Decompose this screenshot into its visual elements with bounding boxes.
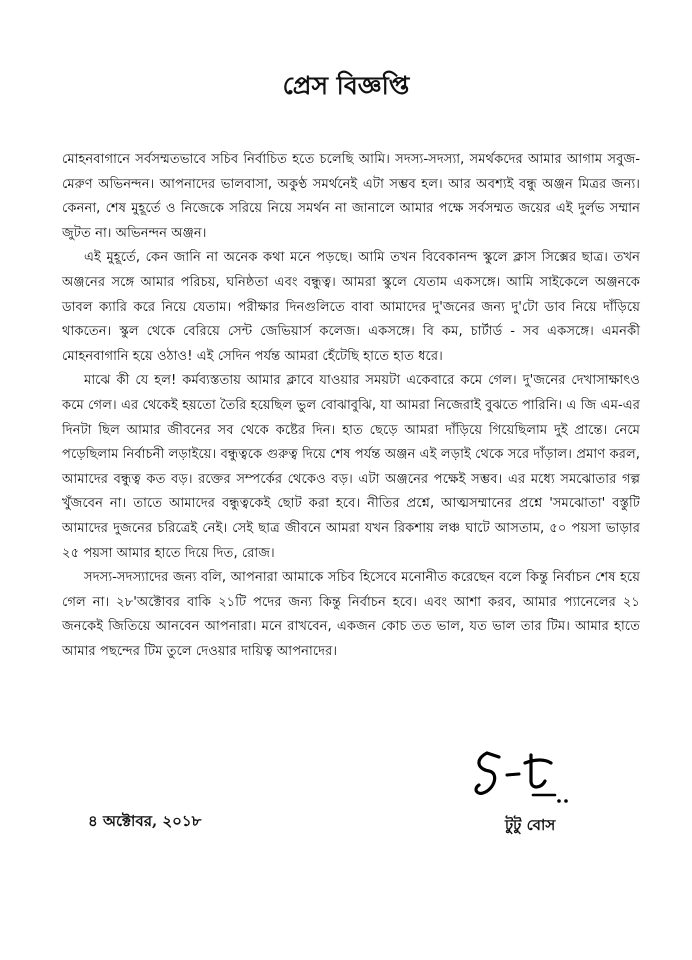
paragraph-1: মোহনবাগানে সর্বসম্মতভাবে সচিব নির্বাচিত হতে চলেছি আমি। সদস্য-সদস্যা, সমর্থকদের আমার আগাম সবুজ-মেরুণ অভিনন্দন। আপনাদের ভালবাসা, অকুণ্ঠ সমর্থনেই এটা সম্ভব হল। আর অবশ্যই বন্ধু অঞ্জন মিত্রর জন্য। কেননা, শেষ মুহূর্তে ও নিজেকে সরিয়ে নিয়ে সমর্থন না জানালে আমার পক্ষে সর্বসম্মত জয়ের এই দুর্লভ সম্মান জুটত না। অভিনন্দন অঞ্জন। [62, 152, 640, 241]
document-body [62, 148, 640, 664]
paragraph-2: এই মুহূর্তে, কেন জানি না অনেক কথা মনে পড়ছে। আমি তখন বিবেকানন্দ স্কুলে ক্লাস সিক্সের ছাত্র। তখন অঞ্জনের সঙ্গে আমার পরিচয়, ঘনিষ্ঠতা এবং বন্ধুত্ব। আমরা স্কুলে যেতাম একসঙ্গে। আমি সাইকেলে অঞ্জনকে ডাবল ক্যারি করে নিয়ে যেতাম। পরীক্ষার দিনগুলিতে বাবা আমাদের দু'জনের জন্য দু'টো ডাব নিয়ে দাঁড়িয়ে থাকতেন। স্কুল থেকে বেরিয়ে সেন্ট জেভিয়ার্স কলেজ। একসঙ্গে। বি কম, চার্টার্ড - সব একসঙ্গে। এমনকী মোহনবাগানি হয়ে ওঠাও! এই সেদিন পর্যন্ত আমরা হেঁটেছি হাতে হাত ধরে। [62, 250, 640, 364]
handwritten-signature [465, 745, 575, 805]
document-title: প্রেস বিজ্ঞপ্তি [282, 71, 410, 100]
paragraph-3: মাঝে কী যে হল! কর্মব্যস্ততায় আমার ক্লাবে যাওয়ার সময়টা একেবারে কমে গেল। দু'জনের দেখাসাক্ষাৎও কমে গেল। এর থেকেই হয়তো তৈরি হয়েছিল ভুল বোঝাবুঝি, যা আমরা নিজেরাই বুঝতে পারিনি। এ জি এম-এর দিনটা ছিল আমার জীবনের সব থেকে কষ্টের দিন। হাত ছেড়ে আমরা দাঁড়িয়ে গিয়েছিলাম দুই প্রান্তে। নেমে পড়েছিলাম নির্বাচনী লড়াইয়ে। বন্ধুত্বকে গুরুত্ব দিয়ে শেষ পর্যন্ত অঞ্জন এই লড়াই থেকে সরে দাঁড়াল। প্রমাণ করল, আমাদের বন্ধুত্ব কত বড়। রক্তের সম্পর্কের থেকেও বড়। এটা অঞ্জনের পক্ষেই সম্ভব। এর মধ্যে সমঝোতার গল্প খুঁজবেন না। তাতে আমাদের বন্ধুত্বকেই ছোট করা হবে। নীতির প্রশ্নে, আত্মসম্মানের প্রশ্নে 'সমঝোতা' বস্তুটি আমাদের দুজনের চরিত্রেই নেই। সেই ছাত্র জীবনে আমরা যখন রিকশায় লঞ্চ ঘাটে আসতাম, ৫০ পয়সা ভাড়ার ২৫ পয়সা আমার হাতে দিয়ে দিত, রোজ। [62, 373, 641, 561]
paragraph-4: সদস্য-সদস্যাদের জন্য বলি, আপনারা আমাকে সচিব হিসেবে মনোনীত করেছেন বলে কিন্তু নির্বাচন শেষ হয়ে গেল না। ২৮'অক্টোবর বাকি ২১টি পদের জন্য কিন্তু নির্বাচন হবে। এবং আশা করব, আমার প্যানেলের ২১ জনকেই জিতিয়ে আনবেন আপনারা। মনে রাখবেন, একজন কোচ তত ভাল, যত ভাল তার টিম। আমার হাতে আমার পছন্দের টিম তুলে দেওয়ার দায়িত্ব আপনাদের। [62, 570, 640, 659]
signer-name: টুটু বোস [505, 816, 556, 834]
document-date: ৪ অক্টোবর, ২০১৮ [88, 812, 202, 830]
